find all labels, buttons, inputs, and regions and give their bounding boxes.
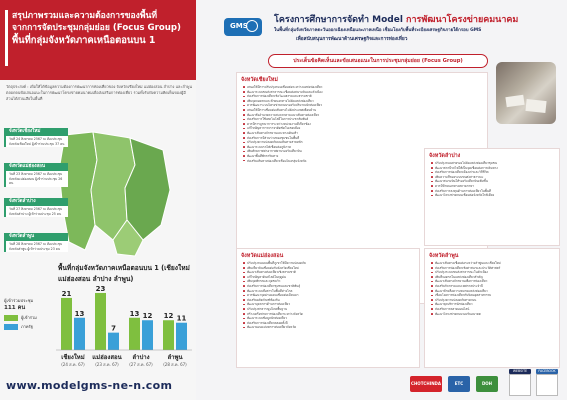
header-accent-bar	[5, 10, 8, 66]
list-item: ส่งเสริมการมีส่วนร่วมของชุมชนในพื้นที่	[243, 136, 484, 141]
doh-logo: DOH	[476, 376, 498, 392]
bar-value-label: 23	[95, 284, 106, 293]
list-item: ส่งเสริมการท่องเที่ยวเชิงวัฒนธรรมและธรรมชาติ	[243, 94, 484, 99]
project-subtitle-1: ในพื้นที่กลุ่มจังหวัดภาคตะวันออกเฉียงเหนือและภาคเหนือ เชื่อมโยงกับพื้นที่ระเบียงเศรษฐกิจภายใต้กรอบ GMS	[274, 28, 482, 33]
right-panel	[196, 0, 567, 400]
section-lamphun	[424, 248, 560, 368]
province-card-title: จังหวัดแม่ฮ่องสอน	[6, 163, 68, 171]
list-item: ส่งเสริมกิจกรรมและเทศกาลประจำปี	[431, 284, 556, 289]
qr-label-facebook: FACEBOOK	[536, 369, 558, 374]
participants-label: ผู้เข้าร่วมประชุม	[4, 298, 34, 303]
project-title-part2: การพัฒนาโครงข่ายคมนาคม	[406, 15, 519, 25]
issues-banner: ประเด็นข้อคิดเห็นและข้อเสนอแนะในการประชุมกลุ่มย่อย (Focus Group)	[268, 54, 488, 68]
category-sublabel: (27 ส.ค. 67)	[129, 362, 153, 367]
logo-globe-icon	[246, 20, 258, 32]
list-item: เพิ่มเที่ยวบินเชื่อมต่อกับจังหวัดเชียงใหม่	[243, 266, 416, 271]
province-map	[55, 130, 175, 260]
category-label: ลำพูน	[167, 354, 183, 361]
bar-value-label: 11	[176, 314, 187, 323]
list-item: เพิ่มจุดพักรถและจุดชมวิว	[243, 279, 416, 284]
qr-label-website: WEBSITE	[509, 369, 531, 374]
project-title	[274, 12, 518, 26]
list-item: พัฒนาเส้นทางจักรยานและทางเดินเท้า	[243, 131, 484, 136]
left-panel	[0, 0, 196, 400]
list-item: เสนอให้มีการปรับปรุงถนนเชื่อมต่อระหว่างแหล่งท่องเที่ยว	[243, 85, 484, 90]
legend-swatch	[4, 315, 18, 321]
left-title-line1: สรุปภาพรวมและความต้องการของพื้นที่	[12, 11, 158, 21]
list-item: ปรับปรุงถนนสายรองไปยังแหล่งท่องเที่ยวชุมชน	[431, 161, 556, 166]
left-header	[0, 0, 196, 80]
project-logo	[224, 18, 262, 36]
list-item: พัฒนาเส้นทางเชื่อมต่อระหว่างลำพูนและเชียงใหม่	[431, 261, 556, 266]
list-item: พัฒนาเส้นทางจักรยานเพื่อการท่องเที่ยว	[431, 279, 556, 284]
facebook-qr-code[interactable]	[536, 374, 558, 396]
list-item: พัฒนาพื้นที่พักรถริมทาง	[243, 154, 484, 159]
legend-label: ผู้เข้าร่วม	[21, 315, 37, 320]
list-item: เสนอให้มีการเชื่อมต่อเส้นทางไปยังประเทศเพื่อนบ้าน	[243, 108, 484, 113]
list-item: ส่งเสริมผลิตภัณฑ์ท้องถิ่น	[243, 298, 416, 303]
left-title-line2: จากการจัดประชุมกลุ่มย่อย (Focus Group)	[12, 23, 181, 33]
etc-logo: ETC	[448, 376, 470, 392]
project-subtitle-2: เพื่อสนับสนุนการพัฒนาด้านเศรษฐกิจและการท่องเที่ยว	[296, 37, 408, 42]
list-item: ส่งเสริมการลงทุนด้านการท่องเที่ยวในพื้นที่	[431, 189, 556, 194]
list-item: ปรับปรุงสาธารณูปโภคพื้นฐาน	[243, 307, 416, 312]
list-item: ปรับปรุงความปลอดภัยบนเส้นทางสายหลัก	[243, 140, 484, 145]
list-item: พัฒนาระบบสื่อสารในพื้นที่ห่างไกล	[243, 289, 416, 294]
chotchinda-logo: CHOTCHINDA	[410, 376, 442, 392]
province-card-title: จังหวัดลำปาง	[6, 198, 68, 206]
category-sublabel: (24 ส.ค. 67)	[61, 362, 85, 367]
list-item: พัฒนาป้ายสื่อความหมายแหล่งท่องเที่ยว	[431, 289, 556, 294]
list-item: พัฒนาสิ่งอำนวยความสะดวกตามแนวเส้นทางท่องเที่ยว	[243, 113, 484, 118]
list-item: ส่งเสริมการตลาดออนไลน์	[431, 307, 556, 312]
bar-3-0	[163, 320, 174, 350]
list-item: พัฒนาสถานีรถไฟให้เป็นจุดเชื่อมต่อการเดินทาง	[431, 166, 556, 171]
category-label: ลำปาง	[132, 354, 150, 361]
section-list	[425, 161, 559, 198]
section-title: จังหวัดลำปาง	[429, 153, 461, 159]
section-title: จังหวัดลำพูน	[429, 253, 459, 259]
list-item: พัฒนาโครงข่ายถนนรองรับอนาคต	[431, 312, 556, 317]
legend-swatch	[4, 324, 18, 330]
list-item: เพิ่มจุดจอดรถและป้ายบอกทางไปยังแหล่งท่องเที่ยว	[243, 99, 484, 104]
bar-1-1	[108, 333, 119, 350]
list-item: แก้ไขปัญหาการจราจรติดขัดในเขตเมือง	[243, 126, 484, 131]
bar-1-0	[95, 293, 106, 350]
province-card-lamphun	[4, 233, 68, 252]
list-item: พัฒนาโครงข่ายถนนเชื่อมต่อจังหวัดใกล้เคียง	[431, 193, 556, 198]
list-item: ควรมีการบูรณาการระหว่างหน่วยงานที่เกี่ยวข้อง	[243, 122, 484, 127]
legend-label: ภาครัฐ	[21, 324, 33, 329]
website-qr-code[interactable]	[509, 374, 531, 396]
bar-value-label: 13	[129, 309, 140, 318]
province-card-detail: วันที่ 28 สิงหาคม 2567 ณ ห้องประชุม จังหวัดลำพูน ผู้เข้าร่วมประชุม 23 คน	[9, 242, 63, 251]
section-list	[237, 261, 419, 330]
list-item: ปรับปรุงถนนบนพื้นที่ภูเขาให้มีความปลอดภัย	[243, 261, 416, 266]
bar-value-label: 13	[74, 309, 85, 318]
list-item: สร้างเครือข่ายการท่องเที่ยวระหว่างจังหวัด	[243, 312, 416, 317]
list-item: พัฒนาบุคลากรด้านการท่องเที่ยว	[243, 302, 416, 307]
section-title: จังหวัดเชียงใหม่	[241, 77, 278, 83]
province-card-detail: วันที่ 23 สิงหาคม 2567 ณ ห้องประชุม จังหวัดแม่ฮ่องสอน ผู้เข้าร่วมประชุม 26 คน	[9, 172, 63, 185]
bar-0-1	[74, 318, 85, 350]
photo-document	[505, 95, 524, 107]
left-description: วัตถุประสงค์ : เพื่อให้ได้ข้อมูลความต้องการพัฒนาการท่องเที่ยวของ จังหวัดเชียงใหม่ แม่ฮ่องสอน ลำปาง และลำพูน ตลอดจนข้อเสนอแนะในการพัฒนาโครงข่ายคมนาคมเพื่อส่งเสริมการท่องเที่ยว รวมทั้งรับฟังความคิดเห็นของผู้มีส่วนได้ส่วนเสียในพื้นที่	[6, 84, 192, 101]
list-item: ควรมีป้ายบอกทางหลายภาษา	[431, 184, 556, 189]
chart-title: พื้นที่กลุ่มจังหวัดภาคเหนือตอนบน 1 (เชียงใหม่ แม่ฮ่องสอน ลำปาง ลำพูน)	[58, 264, 190, 283]
list-item: เพิ่มความถี่ของระบบขนส่งสาธารณะ	[431, 175, 556, 180]
list-item: เชื่อมโยงการท่องเที่ยวกับนิคมอุตสาหกรรม	[431, 293, 556, 298]
section-maehongson	[236, 248, 420, 368]
list-item: พัฒนาแผนแม่บทการท่องเที่ยวจังหวัด	[243, 325, 416, 330]
list-item: ควรพัฒนาระบบโครงข่ายถนนรองรับปริมาณนักท่องเที่ยว	[243, 103, 484, 108]
province-card-detail: วันที่ 24 สิงหาคม 2567 ณ ห้องประชุม จังหวัดเชียงใหม่ ผู้เข้าร่วมประชุม 37 คน	[9, 137, 65, 146]
list-item: แก้ไขปัญหาดินสไลด์ในฤดูฝน	[243, 275, 416, 280]
list-item: ส่งเสริมการท่องเที่ยวเชิงศาสนาและประวัติศาสตร์	[431, 266, 556, 271]
logo-text: GMS	[230, 22, 248, 30]
photo-document	[525, 99, 546, 113]
bar-2-0	[129, 318, 140, 350]
list-item: พัฒนาระบบรถไฟเชื่อมต่อภูมิภาค	[243, 145, 484, 150]
bar-2-1	[142, 320, 153, 350]
website-url[interactable]: www.modelgms-ne-n.com	[6, 379, 173, 392]
list-item: ส่งเสริมการท่องเที่ยวตลอดทั้งปี	[243, 321, 416, 326]
participants-total: 111 คน	[4, 305, 26, 311]
left-title-line3: พื้นที่กลุ่มจังหวัดภาคเหนือตอนบน 1	[12, 35, 156, 46]
participants-legend	[4, 298, 48, 330]
list-item: เพิ่มที่จอดรถในแหล่งท่องเที่ยวสำคัญ	[431, 275, 556, 280]
list-item: ส่งเสริมเส้นทางท่องเที่ยวเชื่อมโยงกลุ่มจังหวัด	[243, 159, 484, 164]
section-lampang	[424, 148, 560, 246]
bar-value-label: 12	[163, 312, 174, 321]
category-sublabel: (28 ส.ค. 67)	[163, 362, 187, 367]
province-card-title: จังหวัดเชียงใหม่	[6, 128, 68, 136]
list-item: ส่งเสริมการใช้เทคโนโลยีในการประชาสัมพันธ์	[243, 117, 484, 122]
meeting-photo	[496, 62, 556, 124]
category-label: แม่ฮ่องสอน	[92, 354, 122, 361]
list-item: ควรพัฒนาจุดผ่านแดนเชื่อมต่อเมียนมา	[243, 293, 416, 298]
bar-3-1	[176, 323, 187, 350]
list-item: พัฒนาระบบขนส่งสาธารณะเชื่อมต่อสนามบินและตัวเมือง	[243, 90, 484, 95]
province-card-maehongson	[4, 163, 68, 187]
section-title: จังหวัดแม่ฮ่องสอน	[241, 253, 284, 259]
category-label: เชียงใหม่	[61, 354, 85, 361]
project-title-part1: โครงการศึกษาการจัดทำ Model	[274, 15, 407, 25]
bar-0-0	[61, 298, 72, 350]
list-item: พัฒนาจุดบริการนักท่องเที่ยว	[431, 302, 556, 307]
list-item: พัฒนาระบบข้อมูลนักท่องเที่ยว	[243, 316, 416, 321]
list-item: ปรับปรุงความปลอดภัยทางถนน	[431, 298, 556, 303]
legend-item-series-2	[4, 323, 48, 330]
province-card-title: จังหวัดลำพูน	[6, 233, 68, 241]
list-item: เพิ่มศักยภาพท่าอากาศยานรองรับเที่ยวบิน	[243, 149, 484, 154]
list-item: ปรับปรุงระบบขนส่งสาธารณะในตัวเมือง	[431, 270, 556, 275]
legend-item-series-1	[4, 314, 48, 321]
province-card-chiangmai	[4, 128, 68, 147]
bar-value-label: 7	[111, 324, 116, 333]
province-card-lampang	[4, 198, 68, 217]
list-item: ส่งเสริมการท่องเที่ยวเมืองเก่าและวิถีชีวิต	[431, 170, 556, 175]
list-item: ส่งเสริมการท่องเที่ยวชุมชนและชาติพันธุ์	[243, 284, 416, 289]
bar-value-label: 12	[142, 312, 153, 321]
category-sublabel: (23 ส.ค. 67)	[95, 362, 119, 367]
list-item: พัฒนาเส้นทางท่องเที่ยวเชิงธรรมชาติ	[243, 270, 416, 275]
list-item: พัฒนาสนามบินให้รองรับเที่ยวบินเพิ่มขึ้น	[431, 179, 556, 184]
section-list	[425, 261, 559, 316]
province-card-detail: วันที่ 27 สิงหาคม 2567 ณ ห้องประชุม จังหวัดลำปาง ผู้เข้าร่วมประชุม 25 คน	[9, 207, 63, 216]
bar-value-label: 21	[61, 289, 72, 298]
bar-chart	[56, 274, 192, 374]
